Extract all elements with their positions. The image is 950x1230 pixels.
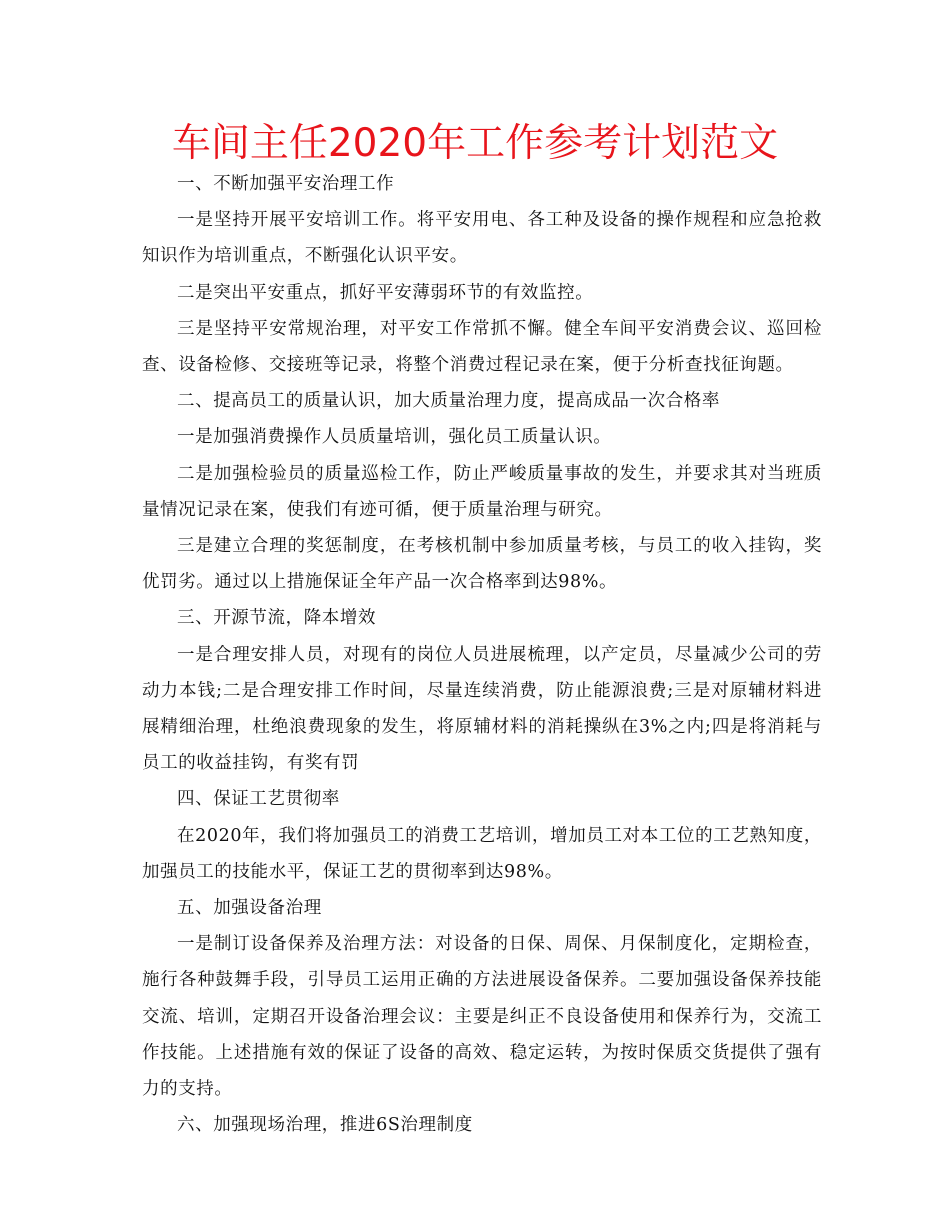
paragraph: 一是坚持开展平安培训工作。将平安用电、各工种及设备的操作规程和应急抢救知识作为培训重点，不断强化认识平安。	[142, 210, 822, 267]
paragraph: 三是建立合理的奖惩制度，在考核机制中参加质量考核，与员工的收入挂钩，奖优罚劣。通过以上措施保证全年产品一次合格率到达98%。	[142, 536, 822, 593]
section-heading-3: 三、开源节流，降本增效	[177, 608, 377, 629]
document-title: 车间主任2020年工作参考计划范文	[171, 121, 779, 166]
paragraph: 一是加强消费操作人员质量培训，强化员工质量认识。	[177, 427, 612, 448]
section-heading-2: 二、提高员工的质量认识，加大质量治理力度，提高成品一次合格率	[177, 391, 720, 412]
section-heading-6: 六、加强现场治理，推进6S治理制度	[177, 1115, 473, 1136]
paragraph: 在2020年，我们将加强员工的消费工艺培训，增加员工对本工位的工艺熟知度，加强员工的技能水平，保证工艺的贯彻率到达98%。	[142, 825, 822, 882]
section-heading-4: 四、保证工艺贯彻率	[177, 789, 340, 810]
section-heading-1: 一、不断加强平安治理工作	[177, 174, 395, 194]
paragraph: 一是制订设备保养及治理方法：对设备的日保、周保、月保制度化，定期检查，施行各种鼓舞手段，引导员工运用正确的方法进展设备保养。二要加强设备保养技能交流、培训，定期召开设备治理会议：主要是纠正不良设备使用和保养行为，交流工作技能。上述措施有效的保证了设备的高效、稳定运转，为按时保质交货提供了强有力的支持。	[142, 934, 822, 1100]
section-heading-5: 五、加强设备治理	[177, 898, 322, 919]
paragraph: 一是合理安排人员，对现有的岗位人员进展梳理，以产定员，尽量减少公司的劳动力本钱;二是合理安排工作时间，尽量连续消费，防止能源浪费;三是对原辅材料进展精细治理，杜绝浪费现象的发生，将原辅材料的消耗操纵在3%之内;四是将消耗与员工的收益挂钩，有奖有罚	[142, 644, 822, 774]
paragraph: 二是突出平安重点，抓好平安薄弱环节的有效监控。	[177, 282, 594, 303]
document-body	[142, 166, 822, 1143]
paragraph: 二是加强检验员的质量巡检工作，防止严峻质量事故的发生，并要求其对当班质量情况记录在案，使我们有迹可循，便于质量治理与研究。	[142, 463, 822, 520]
paragraph: 三是坚持平安常规治理，对平安工作常抓不懈。健全车间平安消费会议、巡回检查、设备检修、交接班等记录，将整个消费过程记录在案，便于分析查找征询题。	[142, 318, 822, 376]
